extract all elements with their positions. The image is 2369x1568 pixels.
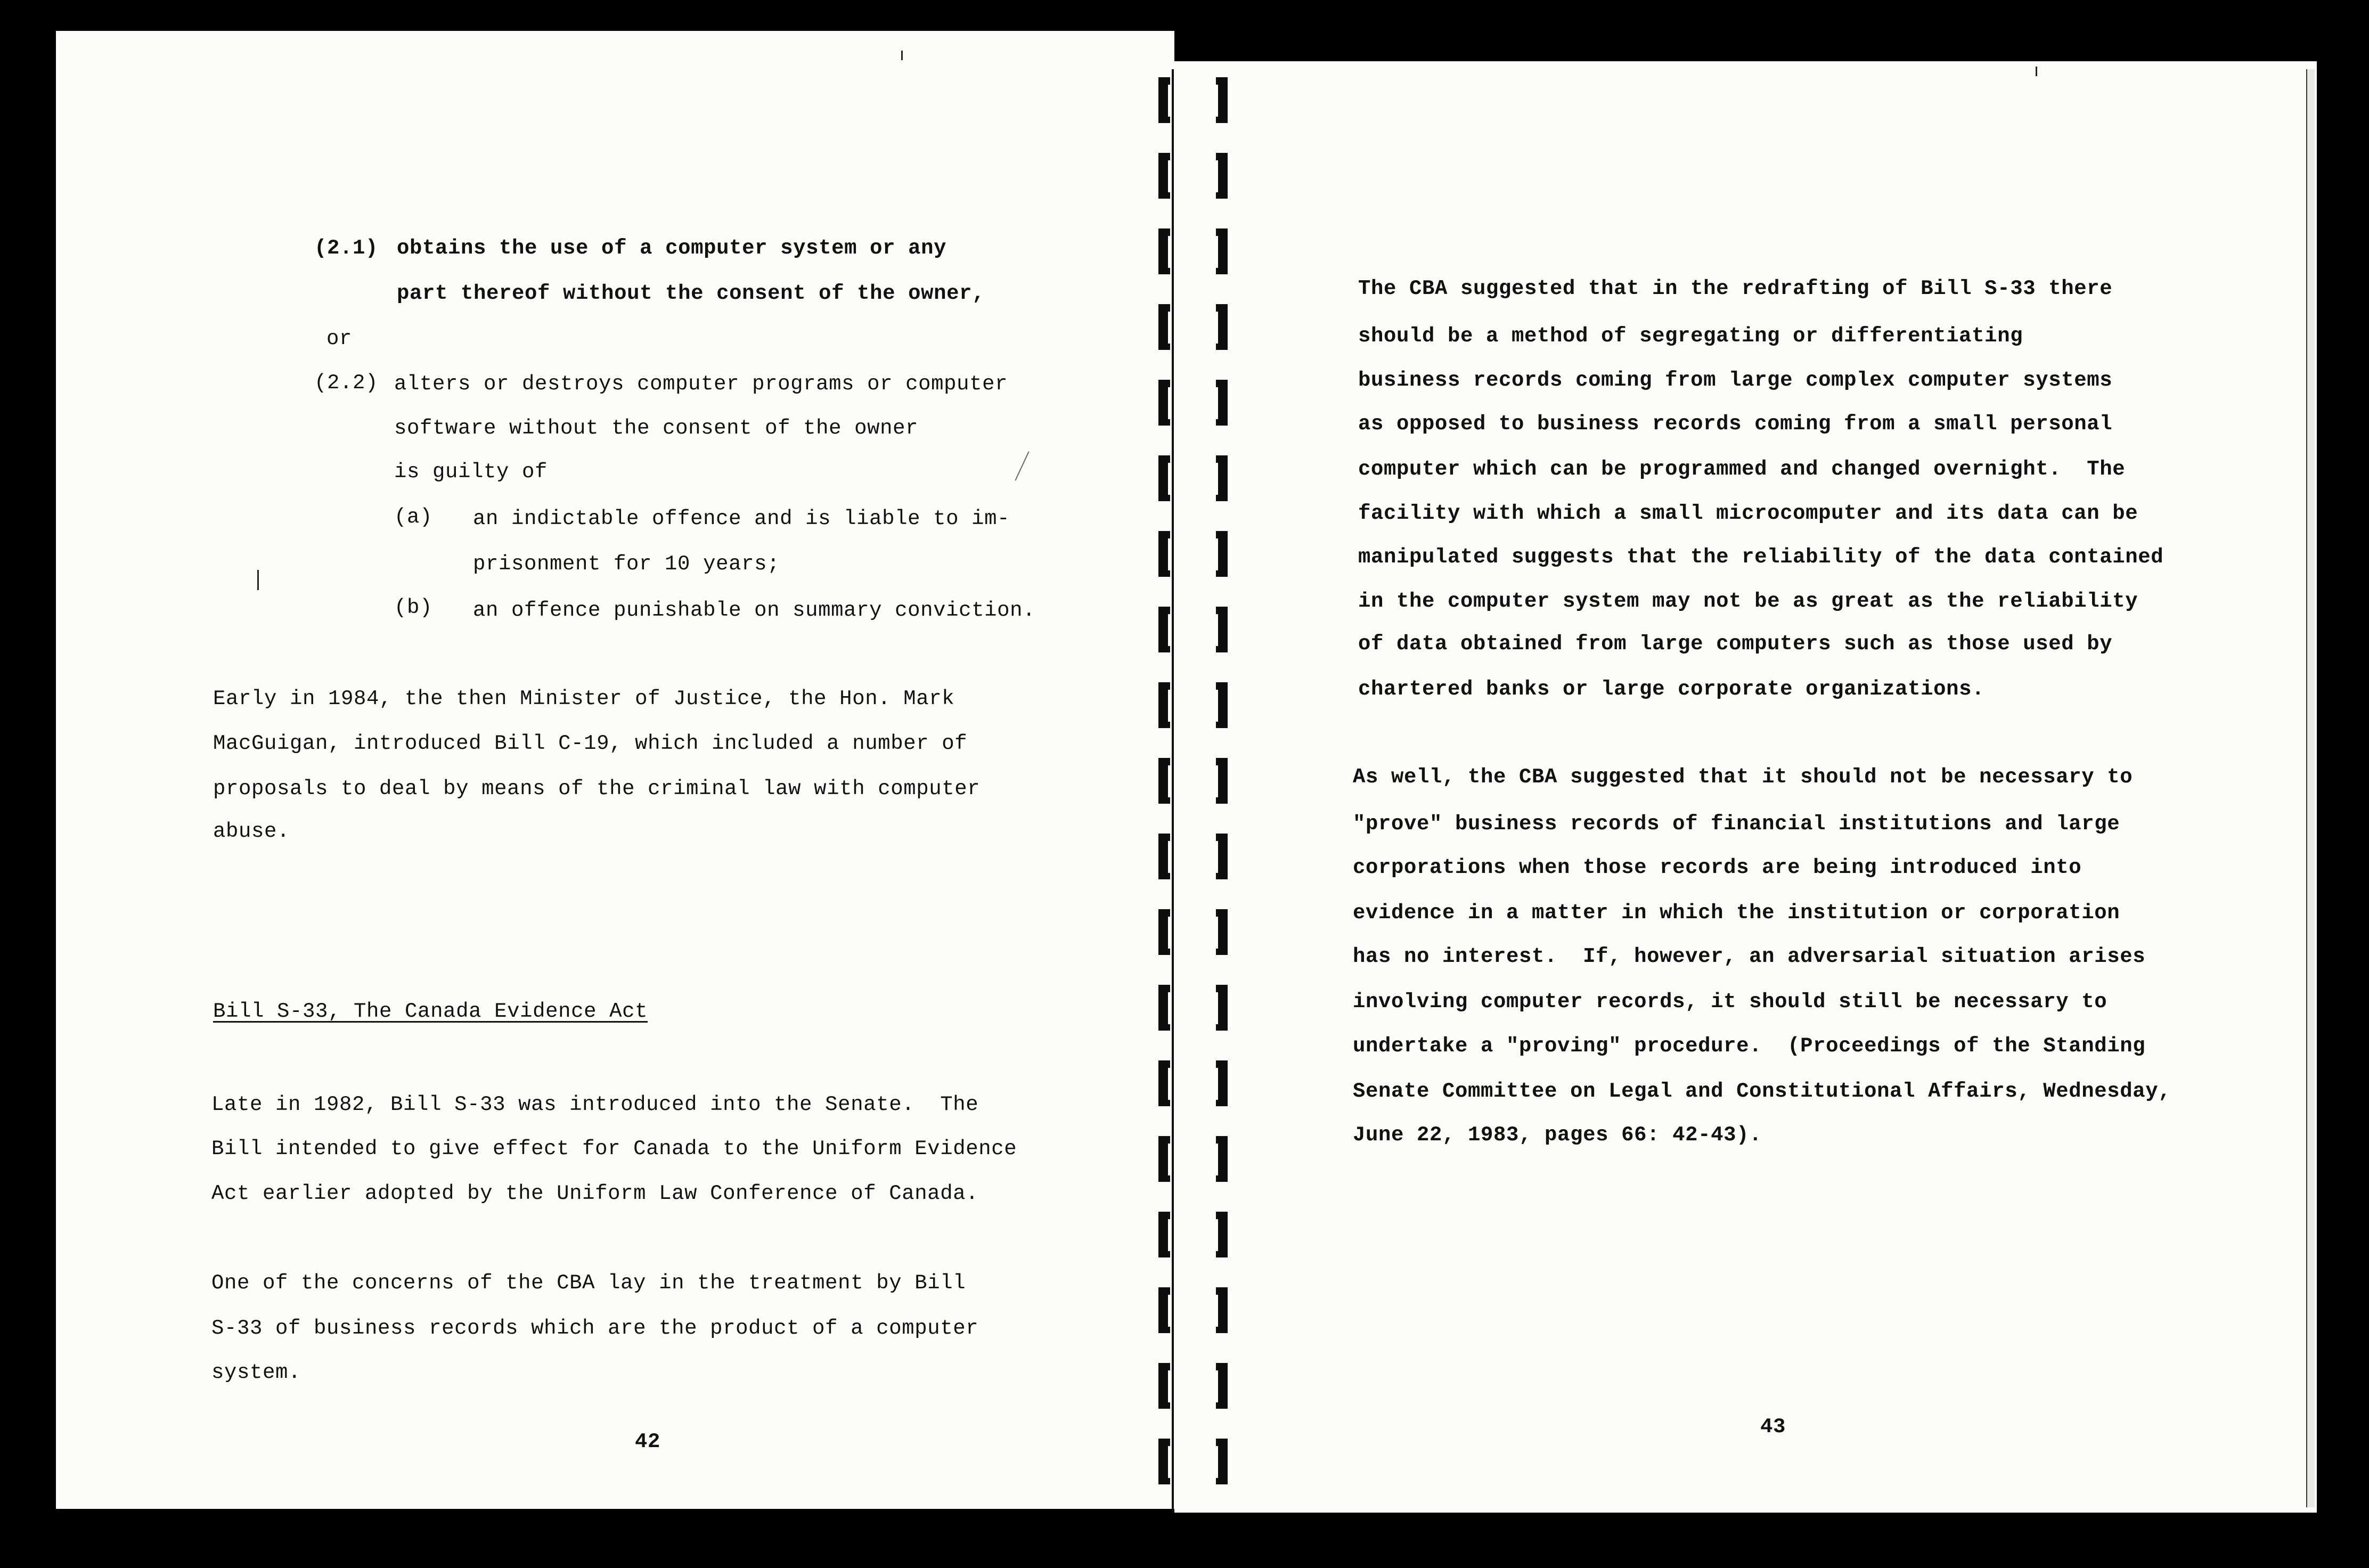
binding-ring-part <box>1158 1251 1170 1257</box>
binding-ring-part <box>1158 117 1170 123</box>
binding-ring-part <box>1158 153 1170 160</box>
para-concerns-line-2: S-33 of business records which are the product of a computer <box>211 1317 979 1340</box>
binding-ring <box>1148 304 1238 350</box>
binding-ring-part <box>1216 1478 1228 1484</box>
binding-ring-part <box>1158 722 1170 728</box>
binding-ring-part <box>1158 455 1170 463</box>
binding-ring <box>1148 1060 1238 1106</box>
binding-ring-part <box>1158 797 1170 804</box>
binding-ring-part <box>1158 758 1170 765</box>
para-1982-line-2: Bill intended to give effect for Canada to the Uniform Evidence <box>211 1137 1017 1161</box>
binding-ring-part <box>1216 380 1228 387</box>
para-concerns-line-1: One of the concerns of the CBA lay in the treatment by Bill <box>211 1271 966 1295</box>
scan-speck <box>2036 67 2037 76</box>
binding-ring-part <box>1216 1439 1228 1446</box>
para-1984-line-2: MacGuigan, introduced Bill C-19, which included a number of <box>213 732 968 755</box>
para-cba-line-1: The CBA suggested that in the redrafting of Bill S-33 there <box>1358 277 2113 300</box>
binding-ring-part <box>1158 834 1170 841</box>
para-1982-line-3: Act earlier adopted by the Uniform Law Conference of Canada. <box>211 1182 979 1205</box>
binding-ring-part <box>1158 1136 1170 1144</box>
para-cba-line-10: chartered banks or large corporate organizations. <box>1358 677 1985 701</box>
clause-2-1-line-1: obtains the use of a computer system or any <box>397 236 947 260</box>
binding-ring <box>1148 607 1238 652</box>
para-aswell-line-6: involving computer records, it should still be necessary to <box>1353 990 2107 1014</box>
binding-ring <box>1148 1136 1238 1182</box>
binding-ring <box>1148 985 1238 1031</box>
para-cba-line-4: as opposed to business records coming from a small personal <box>1358 412 2113 436</box>
binding-ring <box>1148 77 1238 123</box>
binding-ring-part <box>1216 495 1228 501</box>
item-b-label: (b) <box>394 596 433 619</box>
binding-ring-part <box>1216 722 1228 728</box>
clause-2-2-line-1: alters or destroys computer programs or computer <box>394 372 1008 396</box>
binding-ring-part <box>1216 797 1228 804</box>
para-cba-line-8: in the computer system may not be as great as the reliability <box>1358 590 2138 613</box>
right-page-edge <box>2306 69 2315 1507</box>
para-1984-line-1: Early in 1984, the then Minister of Justice, the Hon. Mark <box>213 687 955 710</box>
binding-ring <box>1148 1363 1238 1409</box>
binding-ring <box>1148 531 1238 577</box>
binding-ring-part <box>1158 1100 1170 1106</box>
item-b-line-1: an offence punishable on summary conviction. <box>473 599 1036 622</box>
binding-ring-part <box>1158 268 1170 274</box>
binding-ring-part <box>1158 1175 1170 1182</box>
para-aswell-line-2: "prove" business records of financial institutions and large <box>1353 812 2120 836</box>
binding-ring <box>1148 1287 1238 1333</box>
binding-ring-part <box>1158 949 1170 955</box>
binding-ring-part <box>1158 1363 1170 1370</box>
binding-ring-part <box>1216 304 1228 312</box>
binding-ring-part <box>1216 192 1228 199</box>
binding-ring-part <box>1216 985 1228 992</box>
binding-ring-part <box>1216 1287 1228 1295</box>
binding-ring-part <box>1216 344 1228 350</box>
binding-ring <box>1148 455 1238 501</box>
binding-ring-part <box>1158 1287 1170 1295</box>
binding-ring-part <box>1216 1327 1228 1333</box>
binding-ring-part <box>1216 909 1228 917</box>
scan-speck <box>257 570 259 590</box>
para-cba-line-3: business records coming from large complex computer systems <box>1358 369 2113 392</box>
binding-ring-part <box>1216 77 1228 85</box>
para-cba-line-7: manipulated suggests that the reliability of the data contained <box>1358 545 2164 569</box>
binding-ring <box>1148 909 1238 955</box>
binding-ring-part <box>1216 455 1228 463</box>
binding-ring-part <box>1158 1212 1170 1219</box>
binding-ring-part <box>1216 570 1228 577</box>
binding-ring-part <box>1158 531 1170 538</box>
binding-ring-part <box>1158 495 1170 501</box>
clause-2-2-line-2: software without the consent of the owner <box>394 416 919 440</box>
binding-ring-part <box>1216 531 1228 538</box>
binding-ring-part <box>1158 1402 1170 1409</box>
binding-ring-part <box>1216 117 1228 123</box>
para-1984-line-4: abuse. <box>213 820 290 843</box>
binding-ring-part <box>1158 1478 1170 1484</box>
binding-ring-part <box>1216 1100 1228 1106</box>
item-a-label: (a) <box>394 505 433 529</box>
binding-ring-part <box>1216 419 1228 426</box>
binding-ring-part <box>1216 268 1228 274</box>
para-aswell-line-4: evidence in a matter in which the institution or corporation <box>1353 901 2120 925</box>
binding-ring <box>1148 1212 1238 1257</box>
binding-ring-part <box>1158 607 1170 614</box>
scan-speck <box>901 51 903 60</box>
para-1984-line-3: proposals to deal by means of the criminal law with computer <box>213 777 981 801</box>
binding-ring <box>1148 1439 1238 1484</box>
binding-ring-part <box>1158 380 1170 387</box>
para-cba-line-9: of data obtained from large computers such as those used by <box>1358 632 2113 656</box>
para-cba-line-5: computer which can be programmed and changed overnight. The <box>1358 458 2126 481</box>
binding-ring-part <box>1216 228 1228 236</box>
binding-ring-part <box>1216 949 1228 955</box>
binding-ring-part <box>1216 1212 1228 1219</box>
binding-ring-part <box>1216 607 1228 614</box>
item-a-line-2: prisonment for 10 years; <box>473 552 780 576</box>
binding-ring-part <box>1216 682 1228 690</box>
clause-2-1-number: (2.1) <box>314 236 379 260</box>
para-aswell-line-7: undertake a "proving" procedure. (Proceedings of the Standing <box>1353 1034 2146 1058</box>
binding-ring-part <box>1216 153 1228 160</box>
binding-ring-part <box>1158 985 1170 992</box>
binding-ring-part <box>1158 1439 1170 1446</box>
binding-ring-part <box>1216 1175 1228 1182</box>
binding-ring <box>1148 834 1238 879</box>
binding-ring-part <box>1216 834 1228 841</box>
binding-ring-part <box>1158 646 1170 652</box>
binding-ring <box>1148 682 1238 728</box>
conjunction-or: or <box>326 327 353 350</box>
binding-ring-part <box>1158 1327 1170 1333</box>
binding-ring <box>1148 758 1238 804</box>
para-aswell-line-5: has no interest. If, however, an adversarial situation arises <box>1353 945 2146 968</box>
binding-ring-part <box>1158 1024 1170 1031</box>
item-a-line-1: an indictable offence and is liable to im- <box>473 507 1010 530</box>
clause-2-2-number: (2.2) <box>314 371 379 395</box>
binding-ring-part <box>1216 646 1228 652</box>
section-heading: Bill S-33, The Canada Evidence Act <box>213 1000 648 1023</box>
binding-ring-part <box>1158 77 1170 85</box>
binding-ring <box>1148 153 1238 199</box>
para-aswell-line-9: June 22, 1983, pages 66: 42-43). <box>1353 1123 1762 1147</box>
binding-ring-part <box>1158 909 1170 917</box>
binding-ring-part <box>1158 304 1170 312</box>
para-concerns-line-3: system. <box>211 1361 301 1384</box>
binding-ring-part <box>1158 192 1170 199</box>
para-cba-line-6: facility with which a small microcomputer and its data can be <box>1358 502 2138 525</box>
binding-ring-part <box>1158 419 1170 426</box>
binding-ring-part <box>1158 570 1170 577</box>
clause-2-2-line-3: is guilty of <box>394 460 548 484</box>
para-aswell-line-1: As well, the CBA suggested that it should not be necessary to <box>1353 765 2133 789</box>
binding-ring-part <box>1216 1136 1228 1144</box>
para-aswell-line-8: Senate Committee on Legal and Constitutional Affairs, Wednesday, <box>1353 1080 2171 1103</box>
binding-ring-part <box>1158 1060 1170 1068</box>
binding-ring <box>1148 380 1238 426</box>
binding-ring-part <box>1216 1060 1228 1068</box>
binding-ring-part <box>1216 873 1228 879</box>
para-aswell-line-3: corporations when those records are being introduced into <box>1353 856 2082 879</box>
spiral-binding <box>1148 64 1238 1513</box>
para-cba-line-2: should be a method of segregating or differentiating <box>1358 324 2023 348</box>
binding-ring-part <box>1158 682 1170 690</box>
binding-ring-part <box>1158 344 1170 350</box>
binding-ring-part <box>1158 873 1170 879</box>
binding-ring-part <box>1216 758 1228 765</box>
page-number-right: 43 <box>1760 1415 1786 1439</box>
binding-ring-part <box>1216 1363 1228 1370</box>
binding-ring-part <box>1158 228 1170 236</box>
binding-ring <box>1148 228 1238 274</box>
clause-2-1-line-2: part thereof without the consent of the owner, <box>397 282 985 305</box>
binding-ring-part <box>1216 1402 1228 1409</box>
binding-ring-part <box>1216 1251 1228 1257</box>
binding-ring-part <box>1216 1024 1228 1031</box>
para-1982-line-1: Late in 1982, Bill S-33 was introduced into the Senate. The <box>211 1093 979 1116</box>
page-number-left: 42 <box>635 1430 661 1453</box>
